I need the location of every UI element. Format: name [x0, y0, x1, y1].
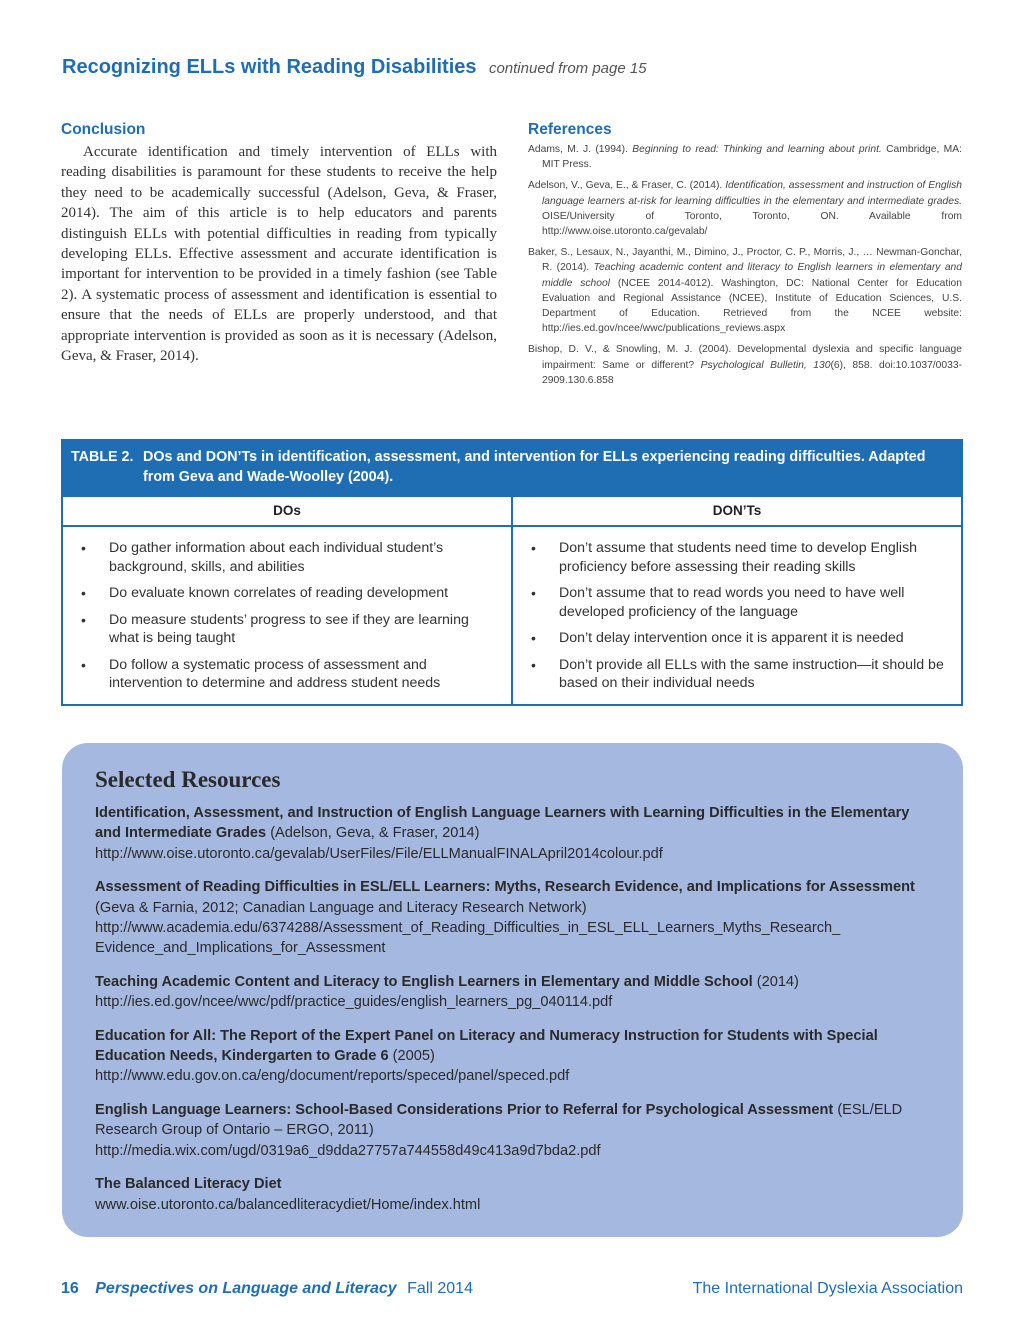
- conclusion-text: Accurate identification and timely intervention of ELLs with reading disabilities is paramount for these students to receive the help they need to be academically successful (Adelson, Geva, & Fraser, 2014). The aim of this article is to help educators and parents distinguish ELLs with potential difficulties in reading from typically developing ELLs. Effective assessment and accurate identification is important for intervention to be provided in a timely fashion (see Table 2). A systematic process of assessment and identification is essential to ensure that the needs of ELLs are properly understood, and that appropriate intervention is provided as soon as it is necessary (Adelson, Geva, & Fraser, 2014).: [61, 144, 497, 365]
- organization-name: The International Dyslexia Association: [692, 1280, 963, 1297]
- dos-list: [63, 527, 511, 693]
- resource-item: [95, 1174, 930, 1215]
- resource-item: [95, 803, 930, 864]
- table-caption: [63, 441, 961, 497]
- page-header: [62, 56, 962, 79]
- dos-column: [63, 497, 511, 704]
- resource-title: English Language Learners: School-Based Considerations Prior to Referral for Psychological Assessment: [95, 1101, 834, 1118]
- donts-list: [513, 527, 961, 693]
- resource-title: The Balanced Literacy Diet: [95, 1176, 282, 1193]
- resource-detail: (ESL/ELD Research Group of Ontario – ERGO, 2011): [95, 1101, 903, 1139]
- table-label: TABLE 2.: [71, 449, 134, 465]
- journal-name: Perspectives on Language and Literacy: [95, 1280, 397, 1297]
- resource-detail: (Adelson, Geva, & Fraser, 2014): [266, 825, 480, 842]
- reference-item: Adelson, V., Geva, E., & Fraser, C. (2014). Identification, assessment and instruction of English language learners at-risk for learning difficulties in the elementary and intermediate grades. OISE/University of Toronto, Toronto, ON. Available from http://www.oise.utoronto.ca/gevalab/: [528, 180, 963, 238]
- list-item: • Don’t delay intervention once it is apparent it is needed: [531, 630, 904, 646]
- list-item: • Do follow a systematic process of assessment and intervention to determine and address student needs: [81, 656, 441, 691]
- resource-detail: (2014): [752, 973, 799, 990]
- resource-detail: (2005): [388, 1048, 435, 1065]
- bullet-icon: •: [81, 585, 86, 601]
- resource-item: [95, 972, 930, 1013]
- references-heading: References: [528, 121, 612, 138]
- list-item: • Don’t assume that to read words you need to have well developed proficiency of the language: [531, 585, 905, 620]
- bullet-icon: •: [81, 611, 86, 628]
- selected-resources-box: [62, 743, 963, 1237]
- resources-title: Selected Resources: [95, 767, 281, 792]
- resource-title: Assessment of Reading Difficulties in ESL/ELL Learners: Myths, Research Evidence, and Implications for Assessment: [95, 879, 915, 896]
- resource-detail: (Geva & Farnia, 2012; Canadian Language and Literacy Research Network): [95, 899, 587, 916]
- dos-header: DOs: [63, 497, 511, 527]
- resource-link[interactable]: http://www.academia.edu/6374288/Assessment_of_Reading_Difficulties_in_ESL_ELL_Learners_Myths_Research_ Evidence_and_Implications_for_Assessment: [95, 920, 841, 957]
- page-number: 16: [61, 1280, 79, 1297]
- resource-title: Education for All: The Report of the Expert Panel on Literacy and Numeracy Instruction for Students with Special Education Needs, Kindergarten to Grade 6: [95, 1027, 878, 1065]
- donts-column: [511, 497, 961, 704]
- table-caption-text: DOs and DON’Ts in identification, assessment, and intervention for ELLs experiencing reading difficulties. Adapted from Geva and Wade-Woolley (2004).: [143, 449, 926, 485]
- resource-link[interactable]: http://www.oise.utoronto.ca/gevalab/UserFiles/File/ELLManualFINALApril2014colour.pdf: [95, 845, 663, 862]
- conclusion-heading: Conclusion: [61, 121, 146, 138]
- resource-link[interactable]: http://ies.ed.gov/ncee/wwc/pdf/practice_guides/english_learners_pg_040114.pdf: [95, 994, 613, 1011]
- resource-title: Identification, Assessment, and Instruction of English Language Learners with Learning Difficulties in the Elementary and Intermediate Grades: [95, 805, 910, 842]
- resource-link[interactable]: www.oise.utoronto.ca/balancedliteracydiet/Home/index.html: [95, 1196, 481, 1213]
- resource-item: [95, 1100, 930, 1161]
- resource-item: [95, 877, 930, 959]
- bullet-icon: •: [531, 630, 536, 646]
- list-item: • Do measure students’ progress to see if they are learning what is being taught: [81, 611, 469, 646]
- table-columns: [63, 497, 961, 704]
- bullet-icon: •: [81, 540, 86, 556]
- page-footer: [61, 1280, 963, 1298]
- bullet-icon: •: [531, 540, 536, 556]
- bullet-icon: •: [531, 585, 536, 601]
- continued-note: continued from page 15: [488, 60, 647, 77]
- list-item: • Do evaluate known correlates of reading development: [81, 585, 449, 601]
- list-item: • Don’t provide all ELLs with the same instruction—it should be based on their individual needs: [531, 656, 944, 691]
- bullet-icon: •: [531, 656, 536, 673]
- resource-link[interactable]: http://media.wix.com/ugd/0319a6_d9dda27757a744558d49c413a9d7bda2.pdf: [95, 1142, 601, 1159]
- references-section: [528, 121, 962, 394]
- resource-title: Teaching Academic Content and Literacy to English Learners in Elementary and Middle School: [95, 973, 753, 990]
- issue-label: Fall 2014: [407, 1280, 473, 1297]
- conclusion-section: [61, 121, 497, 366]
- reference-item: Baker, S., Lesaux, N., Jayanthi, M., Dimino, J., Proctor, C. P., Morris, J., … Newman-Gonchar, R. (2014). Teaching academic content and literacy to English learners in elementary and middle school (NCEE 2014-4012). Washington, DC: National Center for Education Evaluation and Regional Assistance (NCEE), Institute of Education Sciences, U.S. Department of Education. Retrieved from the NCEE website: http://ies.ed.gov/ncee/wwc/publications_reviews.aspx: [528, 247, 962, 335]
- bullet-icon: •: [81, 656, 86, 673]
- reference-item: Bishop, D. V., & Snowling, M. J. (2004). Developmental dyslexia and specific language impairment: Same or different? Psychological Bulletin, 130(6), 858. doi:10.1037/0033-2909.130.6.858: [528, 344, 963, 386]
- reference-item: Adams, M. J. (1994). Beginning to read: Thinking and learning about print. Cambridge, MA: MIT Press.: [528, 144, 962, 171]
- resource-item: [95, 1026, 930, 1087]
- article-title: Recognizing ELLs with Reading Disabilities: [62, 56, 477, 78]
- list-item: • Don’t assume that students need time to develop English proficiency before assessing their reading skills: [531, 540, 918, 575]
- resource-link[interactable]: http://www.edu.gov.on.ca/eng/document/reports/speced/panel/speced.pdf: [95, 1068, 570, 1085]
- donts-header: DON’Ts: [513, 497, 961, 527]
- table-2: [61, 439, 963, 706]
- list-item: • Do gather information about each individual student’s background, skills, and abilities: [81, 540, 444, 575]
